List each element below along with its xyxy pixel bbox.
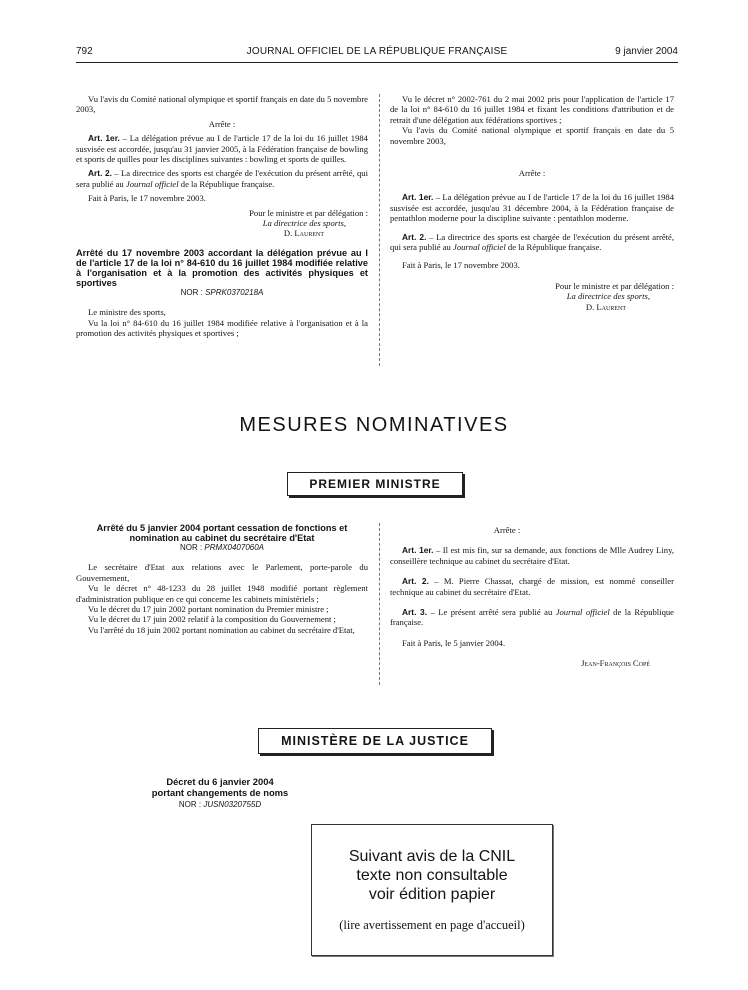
article-3-text-b: de la République française. (390, 607, 674, 628)
article-2-text-b: de la République française. (505, 242, 602, 253)
journal-title: JOURNAL OFFICIEL DE LA RÉPUBLIQUE FRANÇAISE (246, 46, 508, 57)
secretaire-etat: Le secrétaire d'Etat aux relations avec le Parlement, porte-parole du Gouvernement, (76, 562, 368, 583)
arrete-2-title: Arrêté du 17 novembre 2003 accordant la délégation prévue au I de l'article 17 de la loi n° 84-610 du 16 juillet 1984 modifiée relative à l'organisation et à la promotion des activités physiques et sportives (76, 247, 368, 288)
article-1 (76, 133, 368, 164)
article-1-text: – La délégation prévue au I de l'article 17 de la loi du 16 juillet 1984 susvisée est accordée, jusqu'au 31 janvier 2005, à la Fédération française de bowling et sports de quilles pour les disciplines suivantes : bowling et sports de quilles. (76, 133, 368, 165)
column-separator-top (379, 94, 380, 366)
article-2-label: Art. 2. (88, 168, 112, 179)
cnil-line-1: Suivant avis de la CNIL (348, 848, 516, 865)
arrete-label: Arrête : (493, 525, 521, 535)
signature-laurent: D. Laurent (585, 301, 626, 312)
section-title: MESURES NOMINATIVES (239, 414, 509, 436)
article-1-label: Art. 1er. (402, 545, 434, 556)
article-2-text-a: – La directrice des sports est chargée de l'exécution du présent arrêté, qui sera publié au (76, 168, 368, 189)
article-2-label: Art. 2. (402, 231, 427, 242)
cnil-note: (lire avertissement en page d'accueil) (339, 918, 525, 932)
mid-left-column (76, 523, 368, 635)
article-2-journal: Journal officiel (125, 178, 179, 189)
vu-loi: Vu la loi n° 84-610 du 16 juillet 1984 modifiée relative à l'organisation et à la promotion des activités physiques et sportives ; (76, 317, 368, 339)
cnil-notice-box (311, 824, 553, 956)
article-1-label: Art. 1er. (88, 133, 120, 144)
nor-reference (76, 288, 368, 298)
vu-avis: Vu l'avis du Comité national olympique et sportif français en date du 5 novembre 2003, (390, 125, 674, 146)
article-2-text-b: de la République française. (178, 178, 275, 189)
article-1 (390, 545, 674, 566)
vu-avis-cnosf: Vu l'avis du Comité national olympique et sportif français en date du 5 novembre 2003, (76, 94, 368, 115)
article-1-text: – Il est mis fin, sur sa demande, aux fonctions de Mlle Audrey Liny, conseillère technique au cabinet du secrétaire d'Etat. (390, 545, 674, 566)
page-number: 792 (76, 46, 93, 57)
directrice-des-sports: La directrice des sports, (566, 291, 650, 302)
article-3-journal: Journal officiel (555, 607, 610, 618)
page-header (76, 44, 678, 62)
column-separator-mid (379, 523, 380, 685)
nor-value: PRMX0407060A (204, 543, 265, 552)
le-ministre: Le ministre des sports, (88, 307, 166, 318)
article-2 (390, 576, 674, 597)
mid-right-column (390, 525, 674, 669)
nor-value: JUSN0320755D (203, 800, 262, 810)
fait-a-paris: Fait à Paris, le 5 janvier 2004. (402, 637, 506, 648)
article-2-text-a: – La directrice des sports est chargée de l'exécution du présent arrêté, qui sera publié au (390, 231, 674, 253)
signature-cope: Jean-François Copé (581, 658, 650, 669)
header-rule (76, 62, 678, 63)
nor-label: NOR : (180, 287, 206, 297)
article-3 (390, 607, 674, 628)
fait-a-paris: Fait à Paris, le 17 novembre 2003. (88, 193, 206, 204)
fait-a-paris: Fait à Paris, le 17 novembre 2003. (402, 260, 520, 271)
top-right-column (390, 94, 674, 312)
cnil-line-2: texte non consultable (356, 867, 508, 884)
decree-heading (120, 777, 320, 809)
top-left-column (76, 94, 368, 339)
cnil-notice-text (312, 847, 552, 904)
article-2 (76, 168, 368, 189)
decree-line-2: portant changements de noms (151, 786, 289, 798)
article-2-text: – M. Pierre Chassat, chargé de mission, est nommé conseiller technique au cabinet du secrétaire d'Etat. (390, 576, 674, 597)
decree-line-1: Décret du 6 janvier 2004 (166, 776, 274, 787)
arrete-label: Arrête : (518, 168, 546, 179)
nor-value: SPRK0370218A (205, 287, 264, 297)
pour-le-ministre: Pour le ministre et par délégation : (249, 207, 368, 218)
article-3-text-a: – Le présent arrêté sera publié au (427, 607, 556, 618)
article-1 (390, 192, 674, 223)
directrice-des-sports: La directrice des sports, (262, 218, 346, 229)
pour-le-ministre: Pour le ministre et par délégation : (555, 280, 674, 291)
vu-decret-premier-ministre: Vu le décret du 17 juin 2002 portant nomination du Premier ministre ; (88, 604, 329, 615)
signature-laurent: D. Laurent (283, 228, 324, 239)
ministere-justice-box: MINISTÈRE DE LA JUSTICE (258, 728, 492, 754)
article-2 (390, 232, 674, 253)
nor-reference (76, 543, 368, 553)
vu-arrete-cabinet: Vu l'arrêté du 18 juin 2002 portant nomination au cabinet du secrétaire d'Etat, (88, 624, 355, 635)
vu-decret: Vu le décret n° 2002-761 du 2 mai 2002 pris pour l'application de l'article 17 de la loi n° 84-610 du 16 juillet 1984 et fixant les conditions d'attribution et de retrait d'une délégation aux fédérations sportives ; (390, 94, 674, 125)
article-2-label: Art. 2. (402, 576, 429, 587)
article-3-label: Art. 3. (402, 607, 428, 618)
vu-decret-gouvernement: Vu le décret du 17 juin 2002 relatif à la composition du Gouvernement ; (88, 614, 336, 625)
issue-date: 9 janvier 2004 (615, 46, 678, 57)
arrete-title: Arrêté du 5 janvier 2004 portant cessation de fonctions et nomination au cabinet du secrétaire d'Etat (96, 523, 348, 543)
vu-decret-1948: Vu le décret n° 48-1233 du 28 juillet 1948 modifié portant règlement d'administration publique en ce qui concerne les cabinets ministériels ; (76, 583, 368, 604)
nor-label: NOR : (179, 543, 205, 552)
article-1-label: Art. 1er. (402, 192, 434, 203)
nor-reference (120, 800, 320, 809)
nor-label: NOR : (178, 800, 204, 810)
article-1-text: – La délégation prévue au I de l'article 17 de la loi du 16 juillet 1984 susvisée est accordée, jusqu'au 31 décembre 2004, à la Fédération française de pentathlon moderne pour la discipline suivante : pentathlon moderne. (390, 192, 674, 224)
cnil-line-3: voir édition papier (368, 886, 496, 903)
article-2-journal: Journal officiel (453, 242, 506, 253)
premier-ministre-box: PREMIER MINISTRE (287, 472, 463, 496)
arrete-label: Arrête : (208, 118, 236, 129)
